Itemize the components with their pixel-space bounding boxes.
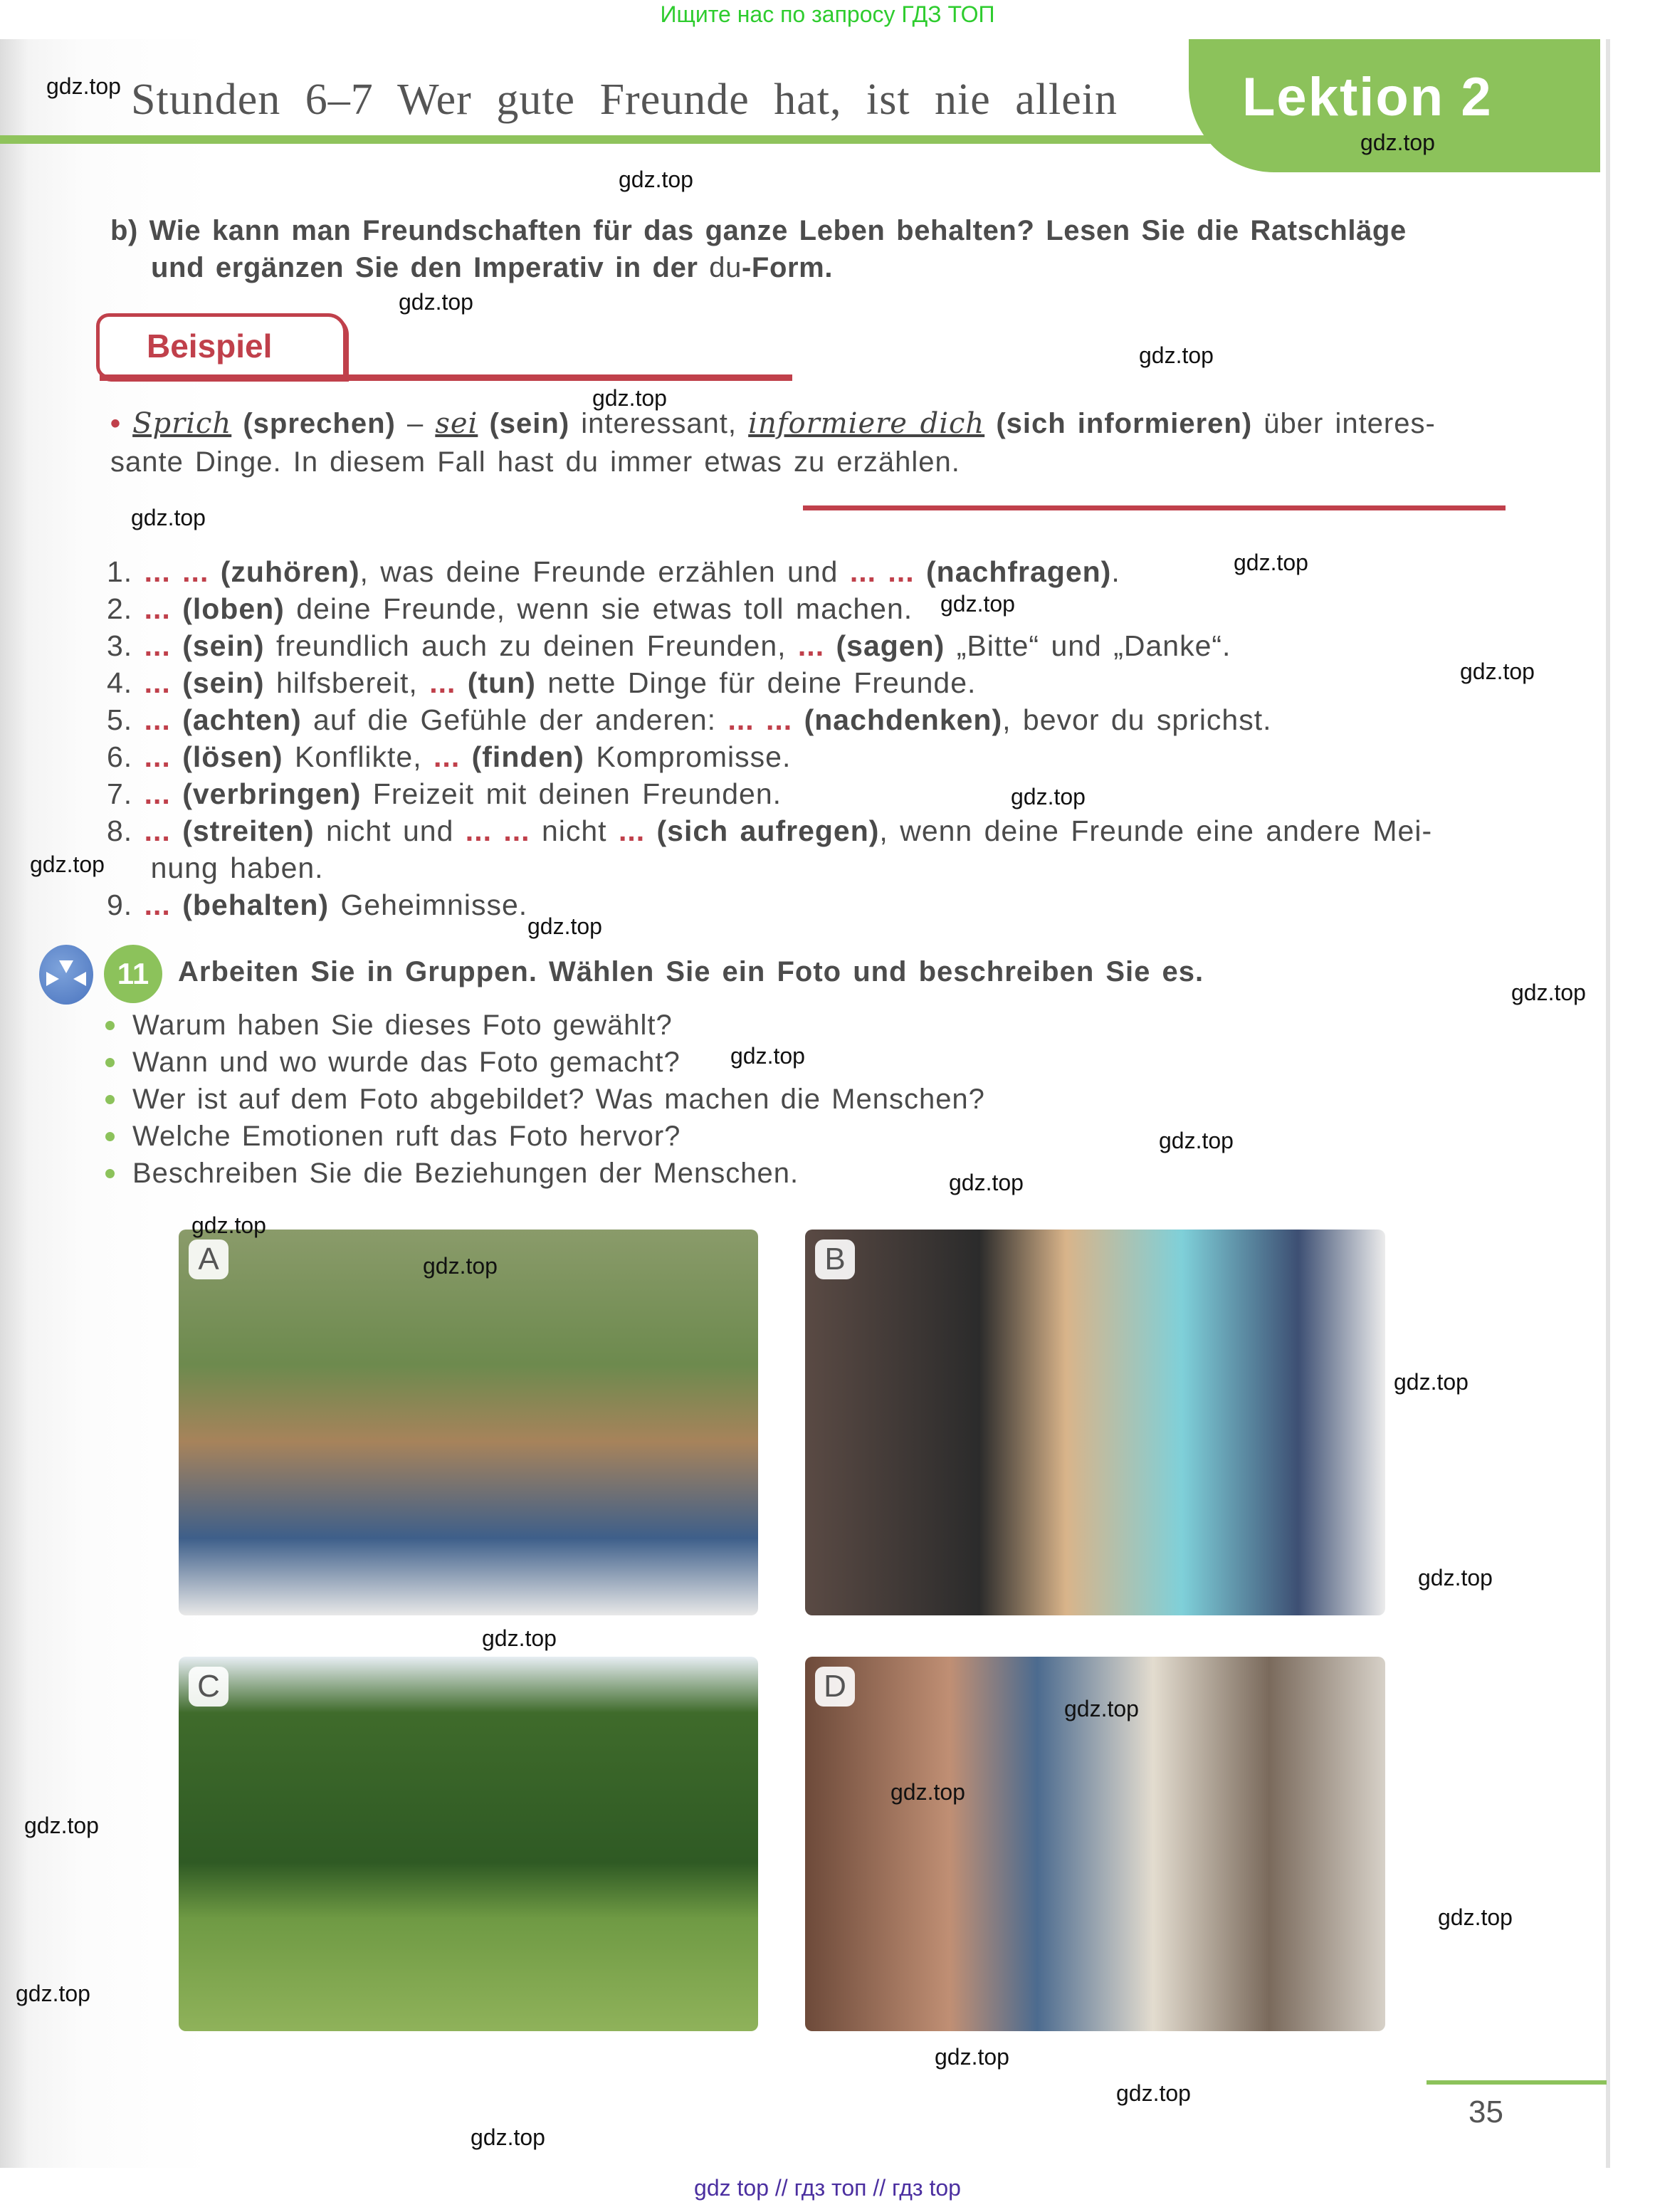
task-b-line1: b) Wie kann man Freundschaften für das ganze Leben behalten? Lesen Sie die Ratschläge (110, 215, 1407, 246)
blank-gap: ... (144, 703, 171, 736)
verb-hint: (zuhören) (220, 555, 360, 588)
watermark: gdz.top (471, 2124, 545, 2150)
item-text: 9. (107, 889, 145, 921)
item-text: 3. (107, 629, 145, 662)
blank-gap: ... (144, 740, 171, 773)
page-number-line (1427, 2080, 1607, 2085)
question-item (132, 1010, 673, 1042)
verb-hint: (achten) (182, 703, 302, 736)
verb-hint: (sein) (182, 666, 265, 699)
question-item (132, 1047, 681, 1079)
watermark: gdz.top (46, 73, 121, 99)
question-text: Welche Emotionen ruft das Foto hervor? (132, 1121, 681, 1152)
item-text (171, 629, 182, 662)
watermark: gdz.top (30, 851, 105, 877)
exercise-item (107, 592, 913, 626)
item-text: deine Freunde, wenn sie etwas toll machen. (284, 592, 913, 625)
bullet-dot: • (110, 408, 133, 439)
footer-links[interactable]: gdz top // гдз топ // гдз top (694, 2175, 961, 2201)
item-text: auf die Gefühle der anderen: (301, 703, 728, 736)
dash: – (395, 408, 436, 439)
item-text (456, 666, 467, 699)
item-text: nung haben. (107, 851, 324, 884)
example-label: Beispiel (147, 327, 273, 365)
watermark: gdz.top (423, 1253, 498, 1279)
photo-label: A (189, 1239, 228, 1279)
blank-gap: ... (144, 629, 171, 662)
watermark: gdz.top (482, 1625, 557, 1651)
item-text (824, 629, 836, 662)
item-text (171, 814, 182, 847)
watermark: gdz.top (527, 913, 602, 939)
exercise-item (107, 703, 1272, 737)
item-text (171, 889, 182, 921)
task-b-du: du (709, 252, 742, 283)
blank-gap: ... (144, 814, 171, 847)
handwritten-answer: informiere dich (748, 407, 985, 440)
item-text (915, 555, 926, 588)
verb-hint: (streiten) (182, 814, 315, 847)
exercise-item (107, 740, 791, 774)
watermark: gdz.top (399, 289, 473, 315)
item-text (460, 740, 471, 773)
handwritten-answer: Sprich (132, 407, 232, 440)
watermark: gdz.top (619, 167, 693, 192)
question-text: Beschreiben Sie die Beziehungen der Menschen. (132, 1158, 799, 1189)
blank-gap: ... ... (849, 555, 915, 588)
verb-hint: (sagen) (836, 629, 945, 662)
photo-a-friends-studying[interactable] (179, 1230, 758, 1615)
task-number-badge: 11 (104, 945, 162, 1003)
watermark: gdz.top (16, 1981, 90, 2006)
watermark: gdz.top (1159, 1128, 1234, 1153)
item-text: 5. (107, 703, 145, 736)
item-text (171, 740, 182, 773)
blank-gap: ... (797, 629, 825, 662)
verb-hint: (nachfragen) (926, 555, 1112, 588)
blank-gap: ... ... (727, 703, 793, 736)
item-text: , wenn deine Freunde eine andere Mei- (879, 814, 1433, 847)
question-text: Wann und wo wurde das Foto gemacht? (132, 1047, 681, 1078)
bullet-icon (105, 1095, 115, 1104)
photo-label: B (815, 1239, 855, 1279)
lesson-label: Lektion 2 (1242, 67, 1493, 127)
question-item (132, 1121, 681, 1153)
task-11-title: Arbeiten Sie in Gruppen. Wählen Sie ein Foto und beschreiben Sie es. (178, 956, 1204, 987)
verb-hint: (tun) (467, 666, 536, 699)
example-text: über interes- (1252, 408, 1436, 439)
question-text: Wer ist auf dem Foto abgebildet? Was machen die Menschen? (132, 1084, 985, 1115)
handwritten-answer: sei (435, 407, 478, 440)
item-text: , was deine Freunde erzählen und (359, 555, 850, 588)
example-label-box (96, 313, 347, 379)
verb-hint: (behalten) (182, 889, 330, 921)
task-b-line2 (151, 252, 833, 284)
blank-gap: ... (429, 666, 456, 699)
exercise-item (107, 666, 976, 700)
watermark: gdz.top (935, 2044, 1009, 2070)
item-text: hilfsbereit, (264, 666, 430, 699)
item-text: Freizeit mit deinen Freunden. (361, 777, 782, 810)
item-text (171, 777, 182, 810)
watermark: gdz.top (1460, 659, 1535, 684)
watermark: gdz.top (890, 1779, 965, 1805)
task-b-form: -Form. (742, 252, 834, 283)
example-text: interessant, (569, 408, 749, 439)
exercise-item (107, 555, 1120, 589)
photo-label: D (815, 1667, 855, 1707)
item-text: 2. (107, 592, 145, 625)
item-text (171, 703, 182, 736)
verb-hint: (finden) (471, 740, 584, 773)
question-item (132, 1158, 799, 1190)
item-text: Kompromisse. (584, 740, 792, 773)
blank-gap: ... (618, 814, 646, 847)
watermark: gdz.top (24, 1813, 99, 1838)
verb-hint: (sein) (182, 629, 265, 662)
verb-hint: (sein) (489, 408, 570, 439)
item-text: . (1111, 555, 1120, 588)
page-title: Stunden 6–7 Wer gute Freunde hat, ist nie allein (131, 75, 1118, 124)
verb-hint: (sprechen) (243, 408, 396, 439)
example-divider (100, 374, 792, 381)
exercise-item (107, 629, 1231, 663)
question-text: Warum haben Sie dieses Foto gewählt? (132, 1010, 673, 1041)
item-text: 1. (107, 555, 145, 588)
verb-hint: (loben) (182, 592, 285, 625)
watermark: gdz.top (131, 505, 206, 530)
top-banner[interactable]: Ищите нас по запросу ГДЗ ТОП (660, 1, 995, 27)
watermark: gdz.top (1511, 980, 1586, 1005)
item-text: freundlich auch zu deinen Freunden, (264, 629, 798, 662)
watermark: gdz.top (1234, 550, 1308, 575)
bullet-icon (105, 1169, 115, 1178)
item-text (792, 703, 804, 736)
item-text: nicht (530, 814, 619, 847)
bullet-icon (105, 1021, 115, 1030)
photo-c-table-tennis[interactable] (179, 1657, 758, 2031)
item-text (645, 814, 656, 847)
photo-label: C (189, 1667, 228, 1707)
watermark: gdz.top (949, 1170, 1024, 1195)
blank-gap: ... ... (144, 555, 209, 588)
title-underline (0, 135, 1224, 144)
verb-hint: (lösen) (182, 740, 283, 773)
watermark: gdz.top (1438, 1904, 1513, 1930)
watermark: gdz.top (1360, 130, 1435, 155)
exercise-item (107, 814, 1432, 848)
item-text: 7. (107, 777, 145, 810)
item-text (209, 555, 220, 588)
group-work-icon (39, 945, 93, 1005)
example-line2: sante Dinge. In diesem Fall hast du immer etwas zu erzählen. (110, 446, 960, 478)
photo-b-girls-shopping[interactable] (805, 1230, 1385, 1615)
blank-gap: ... (434, 740, 461, 773)
bullet-icon (105, 1058, 115, 1067)
watermark: gdz.top (592, 385, 667, 411)
watermark: gdz.top (1116, 2080, 1191, 2106)
watermark: gdz.top (940, 591, 1015, 617)
item-text: nicht und (314, 814, 466, 847)
item-text: Geheimnisse. (329, 889, 528, 921)
item-text: Konflikte, (283, 740, 434, 773)
item-text: nette Dinge für deine Freunde. (535, 666, 977, 699)
page-number: 35 (1469, 2095, 1503, 2129)
blank-gap: ... (144, 666, 171, 699)
watermark: gdz.top (1139, 342, 1214, 368)
verb-hint: (sich aufregen) (656, 814, 880, 847)
exercise-item (107, 889, 527, 922)
watermark: gdz.top (1394, 1369, 1469, 1395)
task-b-text: und ergänzen Sie den Imperativ in der (151, 252, 710, 283)
question-item (132, 1084, 985, 1116)
item-text: 8. (107, 814, 145, 847)
verb-hint: (nachdenken) (804, 703, 1003, 736)
example-line1 (110, 407, 1436, 440)
item-text (171, 666, 182, 699)
watermark: gdz.top (1418, 1565, 1493, 1590)
watermark: gdz.top (730, 1043, 805, 1069)
exercise-item (107, 851, 324, 885)
watermark: gdz.top (1064, 1696, 1139, 1721)
blank-gap: ... (144, 592, 171, 625)
item-text: , bevor du sprichst. (1002, 703, 1272, 736)
blank-gap: ... (144, 777, 171, 810)
verb-hint: (sich informieren) (996, 408, 1253, 439)
exercise-item (107, 777, 782, 811)
watermark: gdz.top (1011, 784, 1086, 809)
item-text: 4. (107, 666, 145, 699)
watermark: gdz.top (191, 1212, 266, 1238)
verb-hint: (verbringen) (182, 777, 362, 810)
item-text: „Bitte“ und „Danke“. (945, 629, 1231, 662)
bullet-icon (105, 1132, 115, 1141)
item-text: 6. (107, 740, 145, 773)
example-end-divider (803, 505, 1506, 510)
item-text (171, 592, 182, 625)
blank-gap: ... ... (465, 814, 530, 847)
blank-gap: ... (144, 889, 171, 921)
